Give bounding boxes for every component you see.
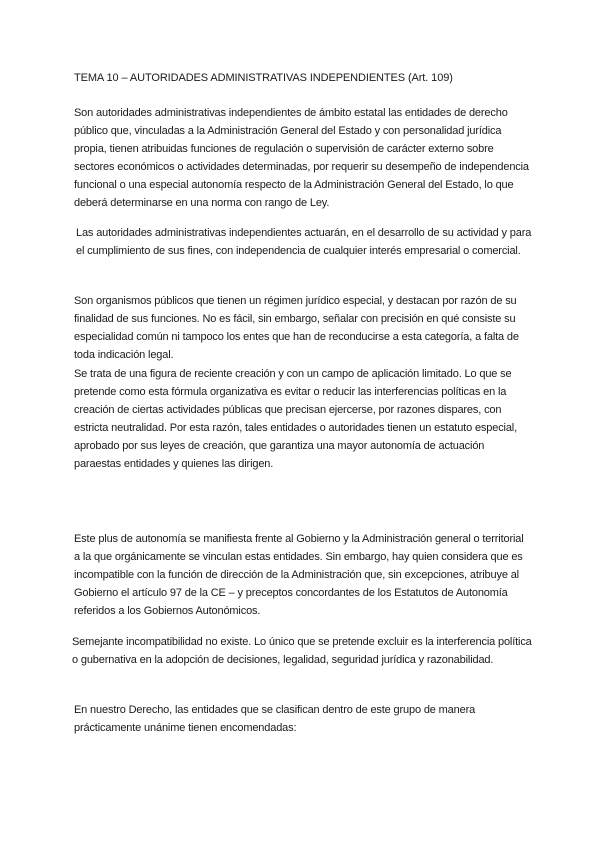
paragraph-our-law: En nuestro Derecho, las entidades que se clasifican dentro de este grupo de manera prácticamente unánime tienen encomendadas: — [74, 704, 476, 734]
paragraph-recent-figure: Se trata de una figura de reciente creación y con un campo de aplicación limitado. Lo que se pretende como esta fórmula organizativa es evitar o reducir las interferencias políticas en la creación de ciertas actividades públicas que precisan ejercerse, por razones dispares, con estricta neutralidad. Por esta razón, tales entidades o autoridades tienen un estatuto especial, aprobado por sus leyes de creación, que garantiza una mayor autonomía de actuación paraestas entidades y quienes las dirigen. — [74, 368, 518, 470]
document-title: TEMA 10 – AUTORIDADES ADMINISTRATIVAS INDEPENDIENTES (Art. 109) — [74, 72, 453, 84]
paragraph-incompatibility: Semejante incompatibilidad no existe. Lo único que se pretende excluir es la interferencia política o gubernativa en la adopción de decisiones, legalidad, seguridad jurídica y razonabilidad. — [72, 636, 532, 666]
paragraph-special-regime: Son organismos públicos que tienen un régimen jurídico especial, y destacan por razón de su finalidad de sus funciones. No es fácil, sin embargo, señalar con precisión en qué consiste su especialidad común ni tampoco los entes que han de reconducirse a esta categoría, a falta de toda indicación legal. — [74, 295, 519, 361]
paragraph-autonomy: Este plus de autonomía se manifiesta frente al Gobierno y la Administración general o territorial a la que orgánicamente se vinculan estas entidades. Sin embargo, hay quien considera que es incompatible con la función de dirección de la Administración que, sin excepciones, atribuye al Gobierno el artículo 97 de la CE – y preceptos concordantes de los Estatutos de Autonomía referidos a los Gobiernos Autonómicos. — [74, 533, 524, 617]
paragraph-definition: Son autoridades administrativas independientes de ámbito estatal las entidades de derecho público que, vinculadas a la Administración General del Estado y con personalidad jurídica propia, tienen atribuidas funciones de regulación o supervisión de carácter externo sobre sectores económicos o actividades determinadas, por requerir su desempeño de independencia funcional o una especial autonomía respecto de la Administración General del Estado, lo que deberá determinarse en una norma con rango de Ley. — [74, 107, 529, 209]
paragraph-independence: Las autoridades administrativas independientes actuarán, en el desarrollo de su actividad y para el cumplimiento de sus fines, con independencia de cualquier interés empresarial o comercial. — [76, 227, 532, 257]
